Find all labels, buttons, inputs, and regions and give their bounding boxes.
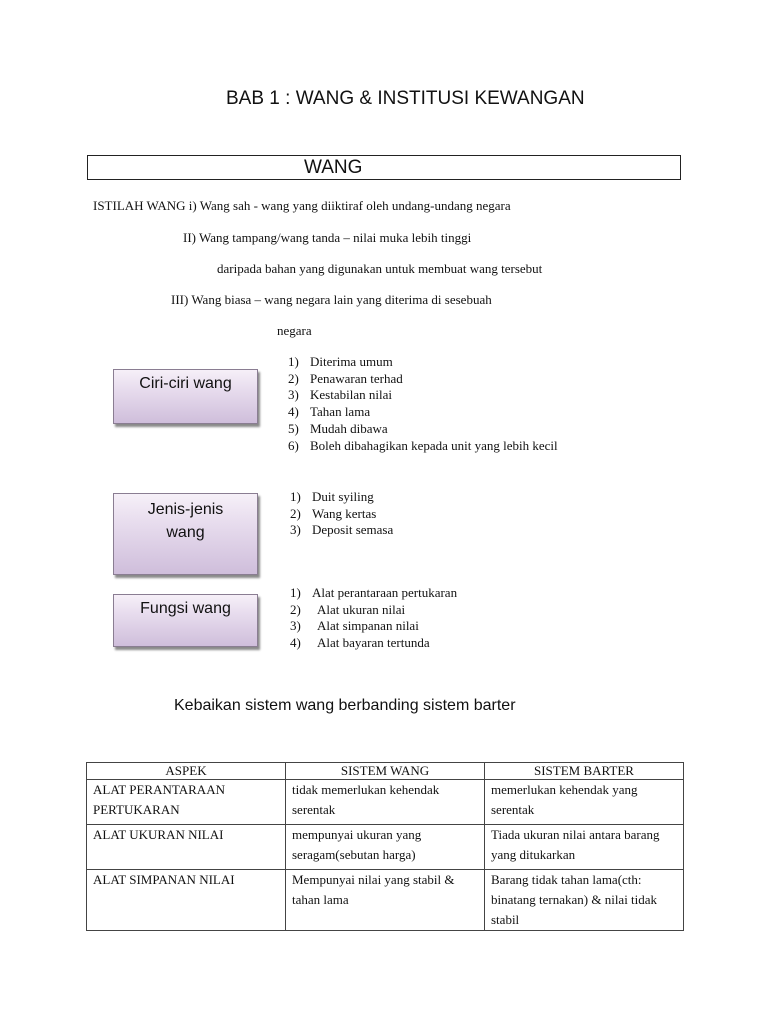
jenis-wang-box (113, 493, 258, 575)
section-banner-label: WANG (304, 157, 363, 178)
table-row (87, 825, 684, 870)
fungsi-wang-box (113, 594, 258, 647)
table-cell-aspek: ALAT UKURAN NILAI (87, 825, 286, 870)
istilah-line-5: negara (277, 323, 312, 338)
fungsi-wang-list (290, 585, 457, 652)
list-item: 4) Tahan lama (288, 404, 371, 420)
column-header-sistem-wang: SISTEM WANG (286, 763, 485, 780)
list-item: 1) Alat perantaraan pertukaran (290, 585, 458, 600)
istilah-line-2: II) Wang tampang/wang tanda – nilai muka lebih tinggi (183, 230, 472, 245)
list-item: 6) Boleh dibahagikan kepada unit yang lebih kecil (288, 437, 558, 453)
comparison-heading: Kebaikan sistem wang berbanding sistem barter (174, 697, 516, 714)
table-cell-wang: Mempunyai nilai yang stabil & tahan lama (286, 870, 485, 931)
list-item: 1) Diterima umum (288, 354, 393, 369)
ciri-wang-list (288, 354, 558, 454)
jenis-wang-list (290, 489, 393, 539)
jenis-wang-label-line2: wang (166, 524, 205, 541)
jenis-wang-label-line1: Jenis-jenis (147, 501, 224, 518)
table-cell-barter: memerlukan kehendak yang serentak (485, 780, 684, 825)
table-cell-barter: Tiada ukuran nilai antara barang yang ditukarkan (485, 825, 684, 870)
page-title: BAB 1 : WANG & INSTITUSI KEWANGAN (226, 88, 585, 109)
table-header-row (87, 763, 684, 780)
table-row (87, 870, 684, 931)
section-banner (87, 155, 681, 180)
table-cell-barter: Barang tidak tahan lama(cth: binatang ternakan) & nilai tidak stabil (485, 870, 684, 931)
comparison-table (86, 762, 684, 931)
list-item: 4) Alat bayaran tertunda (290, 635, 430, 651)
ciri-wang-box (113, 369, 258, 424)
column-header-sistem-barter: SISTEM BARTER (485, 763, 684, 780)
list-item: 3) Alat simpanan nilai (290, 618, 419, 634)
table-cell-aspek: ALAT SIMPANAN NILAI (87, 870, 286, 931)
list-item: 2) Alat ukuran nilai (290, 601, 406, 617)
istilah-line-3: daripada bahan yang digunakan untuk membuat wang tersebut (217, 261, 543, 276)
column-header-aspek: ASPEK (87, 763, 286, 780)
table-cell-wang: tidak memerlukan kehendak serentak (286, 780, 485, 825)
list-item: 2) Penawaran terhad (288, 370, 403, 386)
list-item: 1) Duit syiling (290, 489, 374, 504)
table-cell-aspek: ALAT PERANTARAAN PERTUKARAN (87, 780, 286, 825)
list-item: 5) Mudah dibawa (288, 420, 388, 436)
list-item: 3) Kestabilan nilai (288, 387, 392, 403)
fungsi-wang-label: Fungsi wang (140, 600, 231, 617)
list-item: 2) Wang kertas (290, 505, 377, 521)
ciri-wang-label: Ciri-ciri wang (139, 375, 232, 392)
istilah-line-1: ISTILAH WANG i) Wang sah - wang yang diiktiraf oleh undang-undang negara (93, 198, 511, 213)
table-cell-wang: mempunyai ukuran yang seragam(sebutan harga) (286, 825, 485, 870)
table-row (87, 780, 684, 825)
list-item: 3) Deposit semasa (290, 522, 394, 538)
istilah-line-4: III) Wang biasa – wang negara lain yang diterima di sesebuah (171, 292, 492, 307)
